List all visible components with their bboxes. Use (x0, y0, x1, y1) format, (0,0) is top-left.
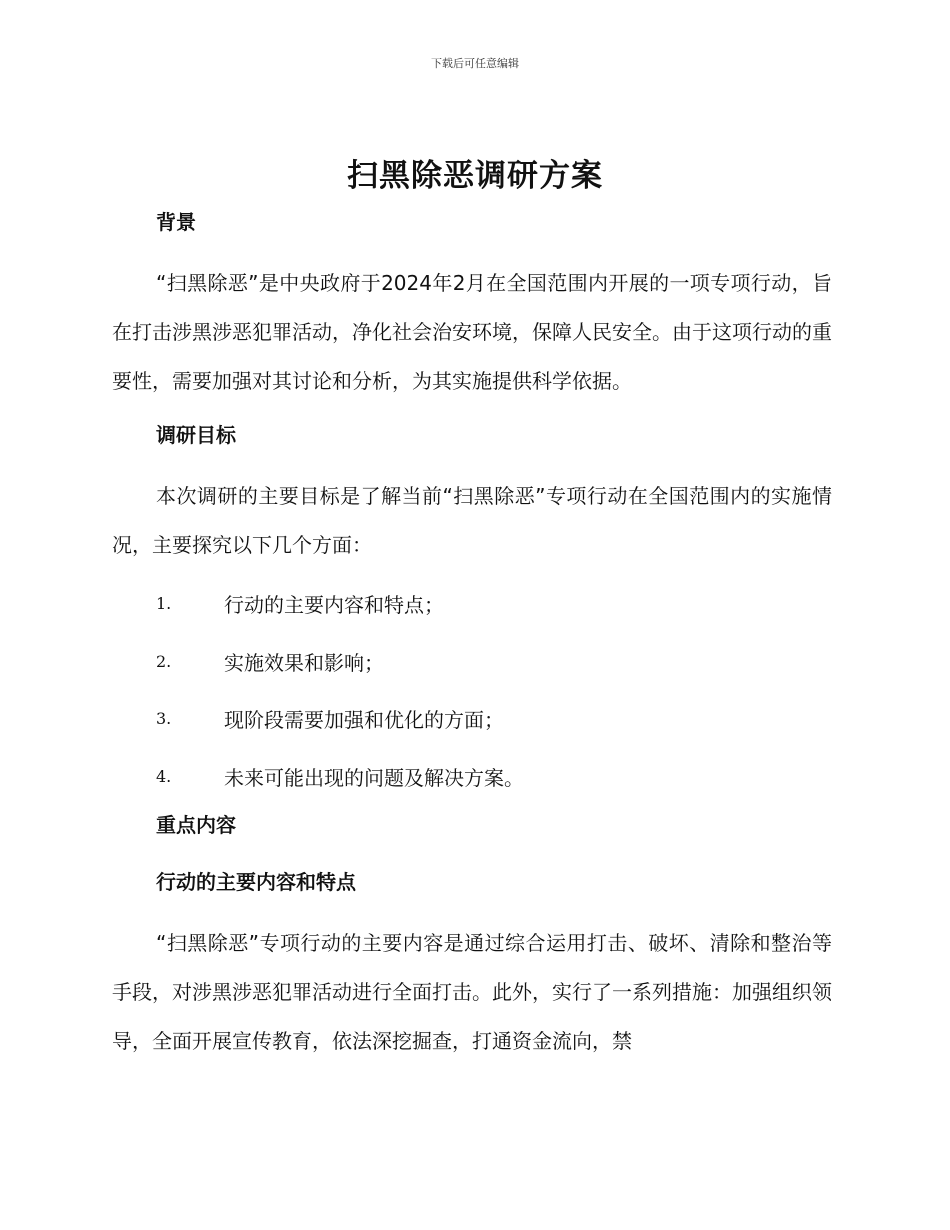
key-content-paragraph: “扫黑除恶”专项行动的主要内容是通过综合运用打击、破坏、清除和整治等手段，对涉黑涉恶犯罪活动进行全面打击。此外，实行了一系列措施：加强组织领导，全面开展宣传教育，依法深挖掘查，打通资金流向，禁 (112, 931, 832, 1053)
subsection-heading-main-content: 行动的主要内容和特点 (156, 870, 356, 894)
section-heading-background: 背景 (156, 210, 196, 234)
goals-list (112, 575, 832, 805)
list-item (112, 633, 832, 691)
goals-paragraph: 本次调研的主要目标是了解当前“扫黑除恶”专项行动在全国范围内的实施情况，主要探究以下几个方面： (112, 484, 832, 557)
background-paragraph: “扫黑除恶”是中央政府于2024年2月在全国范围内开展的一项专项行动，旨在打击涉黑涉恶犯罪活动，净化社会治安环境，保障人民安全。由于这项行动的重要性，需要加强对其讨论和分析，为其实施提供科学依据。 (112, 271, 832, 393)
list-number: 4. (156, 766, 172, 786)
section-heading-goals: 调研目标 (156, 423, 236, 447)
list-item (112, 748, 832, 806)
list-text: 行动的主要内容和特点； (224, 593, 444, 618)
list-number: 1. (156, 594, 172, 614)
list-text: 未来可能出现的问题及解决方案。 (224, 765, 524, 790)
list-number: 2. (156, 651, 172, 671)
list-number: 3. (156, 709, 172, 729)
list-text: 实施效果和影响； (224, 650, 384, 675)
section-heading-key-content: 重点内容 (156, 813, 236, 837)
list-item (112, 575, 832, 633)
header-note: 下载后可任意编辑 (431, 57, 519, 70)
list-item (112, 690, 832, 748)
list-text: 现阶段需要加强和优化的方面； (224, 708, 504, 733)
document-title: 扫黑除恶调研方案 (347, 158, 603, 194)
document-body (112, 202, 832, 1075)
